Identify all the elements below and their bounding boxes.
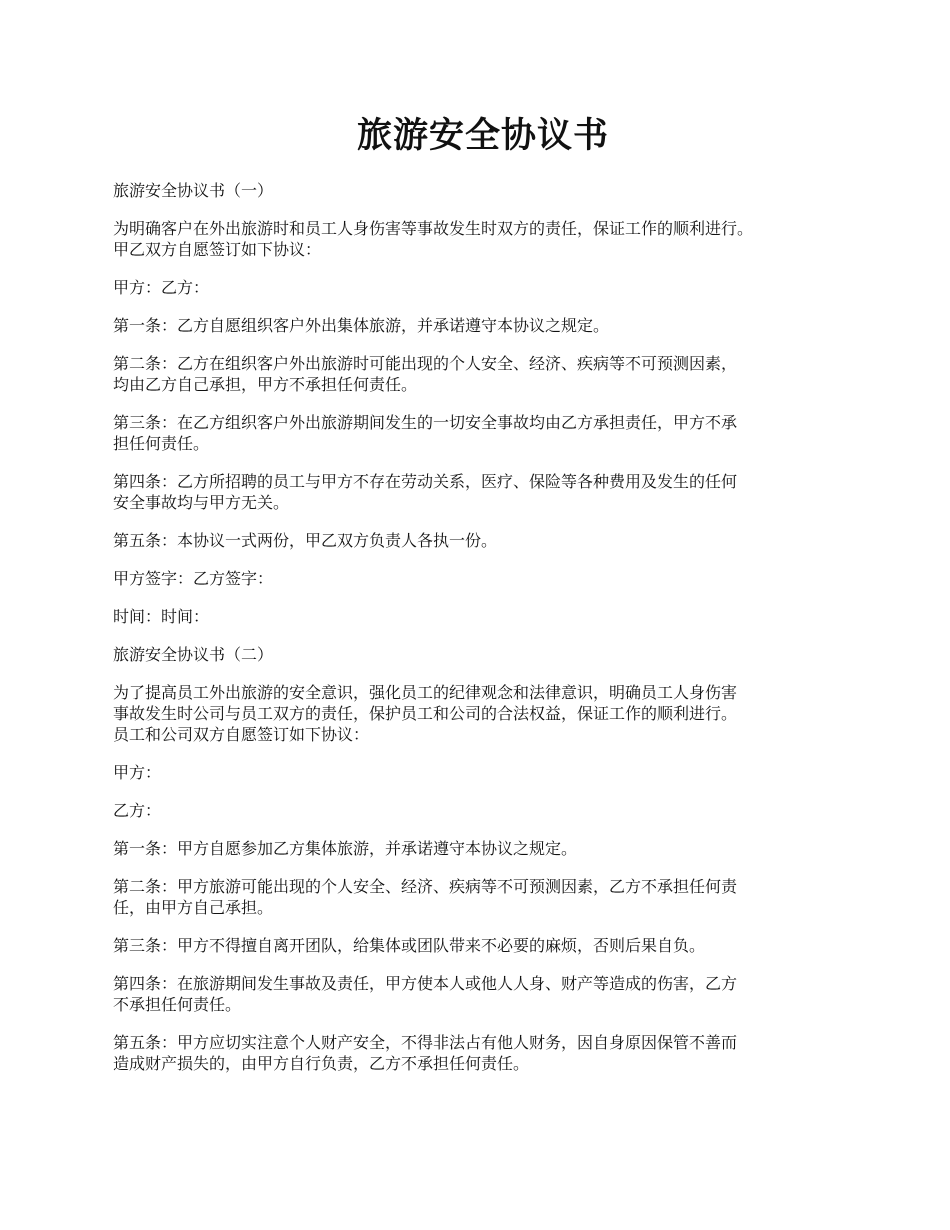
intro-paragraph-1: 为明确客户在外出旅游时和员工人身伤害等事故发生时双方的责任，保证工作的顺利进行。 甲乙双方自愿签订如下协议： <box>113 219 754 259</box>
clause-2-3: 第三条：甲方不得擅自离开团队，给集体或团队带来不必要的麻烦，否则后果自负。 <box>113 936 706 955</box>
clause-2-5: 第五条：甲方应切实注意个人财产安全，不得非法占有他人财务，因自身原因保管不善而 造成财产损失的，由甲方自行负责，乙方不承担任何责任。 <box>113 1033 738 1073</box>
clause-1-1: 第一条：乙方自愿组织客户外出集体旅游，并承诺遵守本协议之规定。 <box>113 316 610 335</box>
party-b-line: 乙方： <box>113 801 162 820</box>
clause-1-3: 第三条：在乙方组织客户外出旅游期间发生的一切安全事故均由乙方承担责任，甲方不承 担任何责任。 <box>113 413 738 453</box>
date-line: 时间：时间： <box>113 607 210 626</box>
clause-2-4: 第四条：在旅游期间发生事故及责任，甲方使本人或他人人身、财产等造成的伤害，乙方 不承担任何责任。 <box>113 974 738 1014</box>
clause-1-2: 第二条：乙方在组织客户外出旅游时可能出现的个人安全、经济、疾病等不可预测因素， 均由乙方自己承担，甲方不承担任何责任。 <box>113 354 738 394</box>
clause-2-1: 第一条：甲方自愿参加乙方集体旅游，并承诺遵守本协议之规定。 <box>113 839 578 858</box>
clause-1-5: 第五条：本协议一式两份，甲乙双方负责人各执一份。 <box>113 531 498 550</box>
clause-2-2: 第二条：甲方旅游可能出现的个人安全、经济、疾病等不可预测因素，乙方不承担任何责 任，由甲方自己承担。 <box>113 877 738 917</box>
signature-line: 甲方签字：乙方签字： <box>113 569 274 588</box>
clause-1-4: 第四条：乙方所招聘的员工与甲方不存在劳动关系，医疗、保险等各种费用及发生的任何 安全事故均与甲方无关。 <box>113 472 738 512</box>
section-heading-1: 旅游安全协议书（一） <box>113 181 274 200</box>
parties-line-1: 甲方：乙方： <box>113 278 210 297</box>
document-page <box>113 110 853 1091</box>
intro-paragraph-2: 为了提高员工外出旅游的安全意识，强化员工的纪律观念和法律意识，明确员工人身伤害 事故发生时公司与员工双方的责任，保护员工和公司的合法权益，保证工作的顺利进行。 员工和公司双方自愿签订如下协议： <box>113 683 738 744</box>
section-heading-2: 旅游安全协议书（二） <box>113 645 274 664</box>
document-title: 旅游安全协议书 <box>356 115 609 156</box>
party-a-line: 甲方： <box>113 763 162 782</box>
